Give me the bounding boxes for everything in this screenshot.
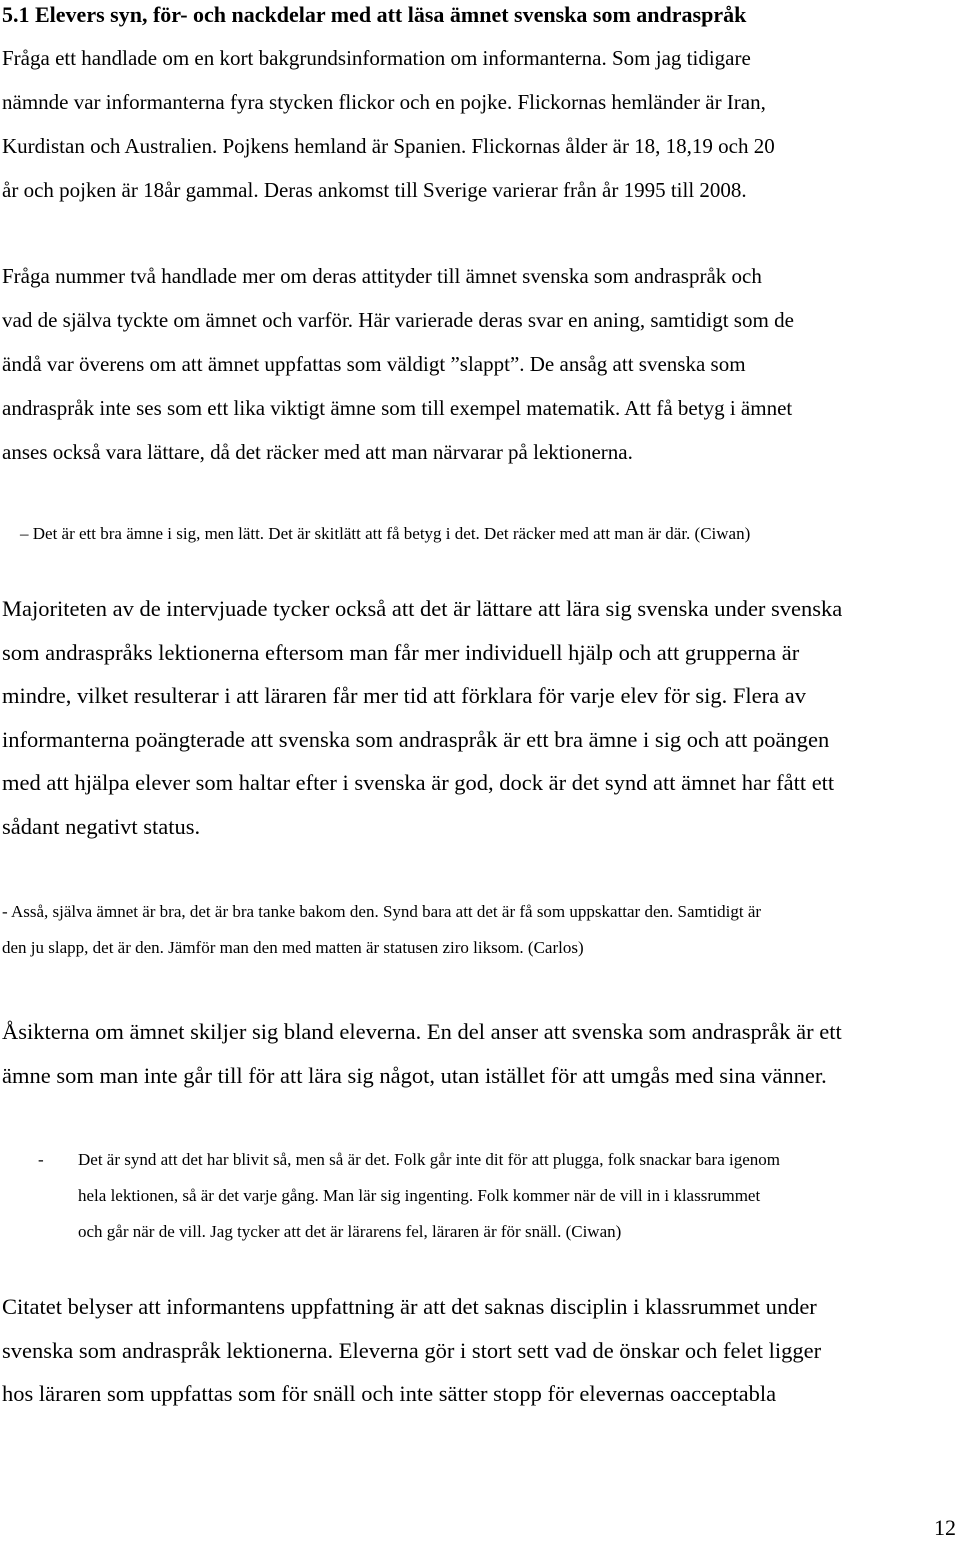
text-line: år och pojken är 18år gammal. Deras ankomst till Sverige varierar från år 1995 till 2008. — [2, 178, 747, 202]
dash-marker: - — [38, 1150, 44, 1169]
text-line: Majoriteten av de intervjuade tycker också att det är lättare att lära sig svenska under svenska — [2, 596, 843, 621]
text-line: informanterna poängterade att svenska som andraspråk är ett bra ämne i sig och att poängen — [2, 726, 830, 752]
list-item — [38, 1142, 780, 1250]
paragraph-majority — [2, 587, 960, 849]
paragraph-attitudes — [2, 254, 952, 474]
quote-line: den ju slapp, det är den. Jämför man den med matten är statusen ziro liksom. (Carlos) — [2, 938, 584, 957]
text-line: svenska som andraspråk lektionerna. Eleverna gör i stort sett vad de önskar och felet ligger — [2, 1337, 822, 1363]
text-line: Citatet belyser att informantens uppfattning är att det saknas disciplin i klassrummet under — [2, 1294, 817, 1319]
quote-ciwan-2 — [38, 1142, 780, 1250]
text-line: ämne som man inte går till för att lära sig något, utan istället för att umgås med sina vänner. — [2, 1062, 827, 1088]
text-line: mindre, vilket resulterar i att läraren får mer tid att förklara för varje elev för sig. Flera av — [2, 683, 807, 709]
paragraph-background — [2, 36, 952, 212]
text-line: Åsikterna om ämnet skiljer sig bland eleverna. En del anser att svenska som andraspråk är ett — [2, 1019, 842, 1044]
section-heading: 5.1 Elevers syn, för- och nackdelar med att läsa ämnet svenska som andraspråk — [2, 2, 747, 27]
text-line: med att hjälpa elever som haltar efter i svenska är god, dock är det synd att ämnet har fått ett — [2, 770, 835, 796]
text-line: Fråga ett handlade om en kort bakgrundsinformation om informanterna. Som jag tidigare — [2, 46, 751, 70]
text-line: hos läraren som uppfattas som för snäll och inte sätter stopp för elevernas oacceptabla — [2, 1381, 777, 1407]
quote-carlos — [2, 894, 761, 966]
page-number: 12 — [934, 1515, 956, 1540]
text-line: Fråga nummer två handlade mer om deras attityder till ämnet svenska som andraspråk och — [2, 264, 762, 288]
text-line: andraspråk inte ses som ett lika viktigt ämne som till exempel matematik. Att få betyg i ämnet — [2, 396, 793, 420]
text-line: ändå var överens om att ämnet uppfattas som väldigt ”slappt”. De ansåg att svenska som — [2, 352, 746, 376]
paragraph-opinions — [2, 1010, 960, 1097]
text-line: sådant negativt status. — [2, 813, 201, 839]
quote-ciwan-1 — [20, 516, 750, 552]
text-line: nämnde var informanterna fyra stycken flickor och en pojke. Flickornas hemländer är Iran, — [2, 90, 766, 114]
text-line: som andraspråks lektionerna eftersom man får mer individuell hjälp och att grupperna är — [2, 639, 800, 665]
paragraph-discipline — [2, 1285, 960, 1416]
quote-line: hela lektionen, så är det varje gång. Man lär sig ingenting. Folk kommer när de vill in i klassrummet — [78, 1186, 761, 1205]
text-line: vad de själva tyckte om ämnet och varför. Här varierade deras svar en aning, samtidigt som de — [2, 308, 794, 332]
quote-line: - Asså, själva ämnet är bra, det är bra tanke bakom den. Synd bara att det är få som uppskattar den. Samtidigt är — [2, 902, 762, 921]
quote-line: och går när de vill. Jag tycker att det är lärarens fel, läraren är för snäll. (Ciwan) — [78, 1222, 622, 1241]
quote-line: – Det är ett bra ämne i sig, men lätt. Det är skitlätt att få betyg i det. Det räcker med att man är där. (Ciwan) — [20, 524, 751, 543]
text-line: anses också vara lättare, då det räcker med att man närvarar på lektionerna. — [2, 440, 633, 464]
text-line: Kurdistan och Australien. Pojkens hemland är Spanien. Flickornas ålder är 18, 18,19 och 20 — [2, 134, 775, 158]
quote-line: Det är synd att det har blivit så, men så är det. Folk går inte dit för att plugga, folk snackar bara igenom — [78, 1150, 780, 1169]
